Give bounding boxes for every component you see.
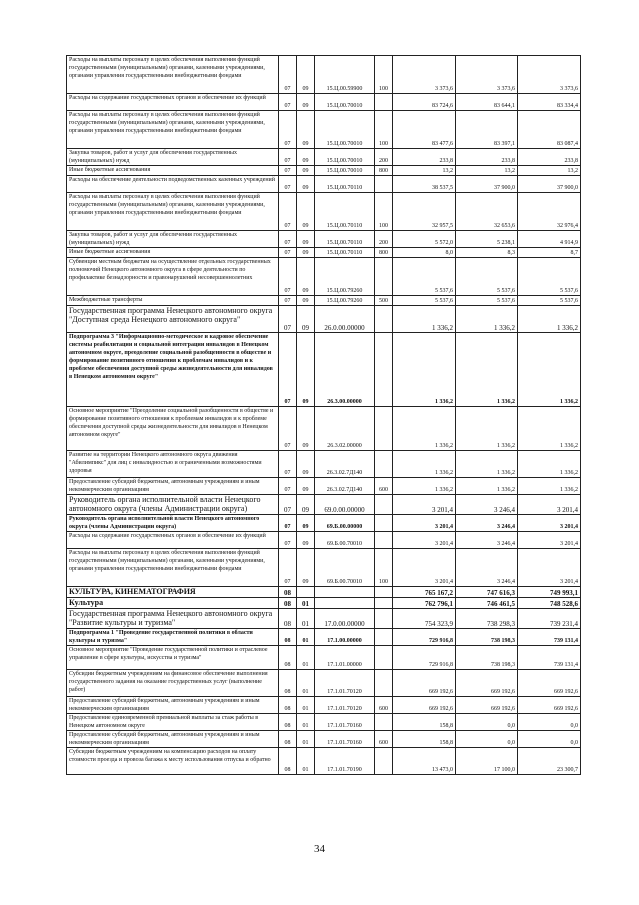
target-article-code: 17.1.01.70120 [315, 670, 375, 697]
amount-year-1: 5 572,0 [393, 231, 456, 248]
expense-type-code: 800 [375, 248, 393, 258]
amount-year-1: 38 537,5 [393, 176, 456, 193]
section-code: 07 [279, 248, 297, 258]
amount-year-2: 233,8 [456, 149, 518, 166]
expense-type-code [375, 515, 393, 532]
target-article-code: 15.Ц.00.70110 [315, 193, 375, 231]
amount-year-1: 1 336,2 [393, 306, 456, 333]
amount-year-1: 1 336,2 [393, 478, 456, 495]
target-article-code [315, 587, 375, 598]
table-row [67, 646, 581, 670]
section-code: 07 [279, 56, 297, 94]
amount-year-3: 0,0 [518, 731, 581, 748]
target-article-code: 15.Ц.00.70010 [315, 111, 375, 149]
section-code: 07 [279, 193, 297, 231]
target-article-code: 15.Ц.00.59900 [315, 56, 375, 94]
amount-year-3: 4 914,9 [518, 231, 581, 248]
amount-year-3: 23 300,7 [518, 748, 581, 775]
amount-year-1: 3 373,6 [393, 56, 456, 94]
row-name: Предоставление субсидий бюджетным, автономным учреждениям и иным некоммерческим организациям [67, 697, 279, 714]
amount-year-1: 5 537,6 [393, 258, 456, 296]
section-code: 07 [279, 532, 297, 549]
subsection-code: 09 [297, 56, 315, 94]
amount-year-1: 3 201,4 [393, 495, 456, 515]
row-name: Расходы на выплаты персоналу в целях обеспечения выполнения функций государственными (муниципальными) органами, казенными учреждениями, органами управления государственными внебюджетными фондами [67, 193, 279, 231]
row-name: Расходы на выплаты персоналу в целях обеспечения выполнения функций государственными (муниципальными) органами, казенными учреждениями, органами управления государственными внебюджетными фондами [67, 56, 279, 94]
amount-year-3: 32 976,4 [518, 193, 581, 231]
amount-year-1: 158,8 [393, 731, 456, 748]
subsection-code: 09 [297, 515, 315, 532]
target-article-code: 26.3.02.00000 [315, 407, 375, 451]
table-row [67, 166, 581, 176]
section-code: 07 [279, 549, 297, 587]
amount-year-1: 13,2 [393, 166, 456, 176]
amount-year-1: 762 796,1 [393, 598, 456, 609]
expense-type-code [375, 94, 393, 111]
subsection-code: 09 [297, 407, 315, 451]
subsection-code: 01 [297, 714, 315, 731]
expense-type-code [375, 306, 393, 333]
section-code: 07 [279, 258, 297, 296]
expense-type-code: 500 [375, 296, 393, 306]
amount-year-2: 13,2 [456, 166, 518, 176]
row-name: Государственная программа Ненецкого автономного округа "Развитие культуры и туризма" [67, 609, 279, 629]
expense-type-code [375, 609, 393, 629]
subsection-code: 09 [297, 193, 315, 231]
table-row [67, 495, 581, 515]
table-row [67, 111, 581, 149]
subsection-code [297, 587, 315, 598]
subsection-code: 09 [297, 549, 315, 587]
section-code: 07 [279, 333, 297, 407]
section-code: 08 [279, 748, 297, 775]
target-article-code: 69.Б.00.70010 [315, 532, 375, 549]
expense-type-code [375, 451, 393, 478]
amount-year-2: 5 238,1 [456, 231, 518, 248]
expense-type-code [375, 407, 393, 451]
amount-year-2: 3 373,6 [456, 56, 518, 94]
amount-year-3: 3 201,4 [518, 515, 581, 532]
table-row [67, 248, 581, 258]
amount-year-1: 729 916,8 [393, 646, 456, 670]
amount-year-1: 13 473,0 [393, 748, 456, 775]
section-code: 07 [279, 94, 297, 111]
amount-year-3: 669 192,6 [518, 670, 581, 697]
row-name: Субсидии бюджетным учреждениям на компенсацию расходов на оплату стоимости проезда и провоза багажа к месту использования отпуска и обратно [67, 748, 279, 775]
table-row [67, 532, 581, 549]
amount-year-2: 32 653,6 [456, 193, 518, 231]
subsection-code: 09 [297, 149, 315, 166]
expense-type-code [375, 670, 393, 697]
amount-year-3: 3 201,4 [518, 549, 581, 587]
row-name: Руководитель органа исполнительной власти Ненецкого автономного округа (члены Администрации округа) [67, 515, 279, 532]
row-name: Расходы на выплаты персоналу в целях обеспечения выполнения функций государственными (муниципальными) органами, казенными учреждениями, органами управления государственными внебюджетными фондами [67, 549, 279, 587]
section-code: 07 [279, 478, 297, 495]
row-name: Расходы на содержание государственных органов и обеспечение их функций [67, 94, 279, 111]
table-row [67, 296, 581, 306]
table-row [67, 333, 581, 407]
amount-year-1: 3 201,4 [393, 532, 456, 549]
target-article-code: 17.1.01.70160 [315, 731, 375, 748]
table-row [67, 697, 581, 714]
section-code: 08 [279, 646, 297, 670]
amount-year-1: 729 916,8 [393, 629, 456, 646]
row-name: Предоставление субсидий бюджетным, автономным учреждениям и иным некоммерческим организациям [67, 478, 279, 495]
section-code: 07 [279, 166, 297, 176]
amount-year-3: 83 087,4 [518, 111, 581, 149]
target-article-code: 15.Ц.00.70010 [315, 149, 375, 166]
expense-type-code: 200 [375, 231, 393, 248]
target-article-code: 17.0.00.00000 [315, 609, 375, 629]
budget-table [66, 55, 581, 775]
amount-year-2: 1 336,2 [456, 451, 518, 478]
subsection-code: 09 [297, 94, 315, 111]
target-article-code: 26.3.02.7Д140 [315, 451, 375, 478]
row-name: Закупка товаров, работ и услуг для обеспечения государственных (муниципальных) нужд [67, 231, 279, 248]
expense-type-code [375, 629, 393, 646]
section-code: 08 [279, 629, 297, 646]
amount-year-2: 0,0 [456, 731, 518, 748]
table-row [67, 407, 581, 451]
amount-year-3: 739 231,4 [518, 609, 581, 629]
row-name: Иные бюджетные ассигнования [67, 248, 279, 258]
row-name: Основное мероприятие "Преодоление социальной разобщенности в обществе и формирование позитивного отношения к проблемам инвалидов и к проблеме обеспечения доступной среды жизнедеятельности для инвалидов в Ненецком автономном округе" [67, 407, 279, 451]
amount-year-2: 17 100,0 [456, 748, 518, 775]
table-row [67, 748, 581, 775]
amount-year-1: 3 201,4 [393, 515, 456, 532]
amount-year-3: 1 336,2 [518, 478, 581, 495]
target-article-code: 26.0.00.00000 [315, 306, 375, 333]
expense-type-code [375, 587, 393, 598]
subsection-code: 09 [297, 306, 315, 333]
amount-year-3: 37 900,0 [518, 176, 581, 193]
expense-type-code: 100 [375, 193, 393, 231]
target-article-code: 15.Ц.00.79260 [315, 258, 375, 296]
target-article-code: 69.0.00.00000 [315, 495, 375, 515]
amount-year-2: 3 246,4 [456, 532, 518, 549]
amount-year-1: 1 336,2 [393, 407, 456, 451]
expense-type-code [375, 495, 393, 515]
expense-type-code [375, 176, 393, 193]
amount-year-1: 765 167,2 [393, 587, 456, 598]
subsection-code: 01 [297, 646, 315, 670]
amount-year-2: 0,0 [456, 714, 518, 731]
section-code: 08 [279, 598, 297, 609]
section-code: 07 [279, 231, 297, 248]
section-code: 07 [279, 111, 297, 149]
subsection-code: 09 [297, 111, 315, 149]
target-article-code: 15.Ц.00.70110 [315, 176, 375, 193]
expense-type-code [375, 532, 393, 549]
subsection-code: 09 [297, 451, 315, 478]
row-name: Субсидии бюджетным учреждениям на финансовое обеспечение выполнения государственного задания на оказание государственных услуг (выполнение работ) [67, 670, 279, 697]
target-article-code: 69.Б.00.00000 [315, 515, 375, 532]
amount-year-1: 83 724,6 [393, 94, 456, 111]
amount-year-2: 738 298,3 [456, 609, 518, 629]
subsection-code: 01 [297, 670, 315, 697]
expense-type-code: 100 [375, 111, 393, 149]
target-article-code: 17.1.01.70120 [315, 697, 375, 714]
amount-year-2: 37 900,0 [456, 176, 518, 193]
target-article-code: 69.Б.00.70010 [315, 549, 375, 587]
amount-year-2: 669 192,6 [456, 697, 518, 714]
table-row [67, 549, 581, 587]
table-row [67, 231, 581, 248]
amount-year-2: 746 461,5 [456, 598, 518, 609]
expense-type-code: 600 [375, 697, 393, 714]
section-code: 07 [279, 451, 297, 478]
subsection-code: 09 [297, 166, 315, 176]
subsection-code: 01 [297, 629, 315, 646]
expense-type-code: 100 [375, 549, 393, 587]
subsection-code: 09 [297, 176, 315, 193]
subsection-code: 09 [297, 258, 315, 296]
expense-type-code: 100 [375, 56, 393, 94]
subsection-code: 09 [297, 532, 315, 549]
section-code: 08 [279, 714, 297, 731]
target-article-code: 17.1.01.00000 [315, 646, 375, 670]
subsection-code: 01 [297, 748, 315, 775]
amount-year-1: 1 336,2 [393, 333, 456, 407]
subsection-code: 01 [297, 609, 315, 629]
table-row [67, 149, 581, 166]
amount-year-2: 738 198,3 [456, 646, 518, 670]
amount-year-2: 1 336,2 [456, 333, 518, 407]
expense-type-code [375, 748, 393, 775]
expense-type-code [375, 598, 393, 609]
row-name: Межбюджетные трансферты [67, 296, 279, 306]
subsection-code: 09 [297, 333, 315, 407]
amount-year-3: 1 336,2 [518, 333, 581, 407]
target-article-code: 17.1.01.70190 [315, 748, 375, 775]
subsection-code: 01 [297, 598, 315, 609]
expense-type-code [375, 258, 393, 296]
row-name: Государственная программа Ненецкого автономного округа "Доступная среда Ненецкого автономного округа" [67, 306, 279, 333]
amount-year-2: 1 336,2 [456, 407, 518, 451]
expense-type-code [375, 333, 393, 407]
table-row [67, 451, 581, 478]
table-row [67, 478, 581, 495]
table-body [67, 56, 581, 775]
expense-type-code: 200 [375, 149, 393, 166]
section-code: 08 [279, 731, 297, 748]
amount-year-2: 5 537,6 [456, 296, 518, 306]
amount-year-2: 1 336,2 [456, 306, 518, 333]
amount-year-1: 669 192,6 [393, 670, 456, 697]
section-code: 07 [279, 296, 297, 306]
amount-year-3: 5 537,6 [518, 258, 581, 296]
target-article-code: 15.Ц.00.70010 [315, 94, 375, 111]
amount-year-3: 739 131,4 [518, 629, 581, 646]
table-row [67, 94, 581, 111]
row-name: Подпрограмма 1 "Проведение государственной политики в области культуры и туризма" [67, 629, 279, 646]
amount-year-2: 3 246,4 [456, 495, 518, 515]
row-name: Предоставление субсидий бюджетным, автономным учреждениям и иным некоммерческим организациям [67, 731, 279, 748]
amount-year-1: 1 336,2 [393, 451, 456, 478]
amount-year-2: 83 397,1 [456, 111, 518, 149]
target-article-code: 26.3.02.7Д140 [315, 478, 375, 495]
amount-year-3: 1 336,2 [518, 306, 581, 333]
amount-year-1: 3 201,4 [393, 549, 456, 587]
row-name: Культура [67, 598, 279, 609]
amount-year-2: 8,3 [456, 248, 518, 258]
table-row [67, 587, 581, 598]
table-row [67, 598, 581, 609]
expense-type-code: 600 [375, 478, 393, 495]
amount-year-3: 669 192,6 [518, 697, 581, 714]
row-name: Расходы на обеспечение деятельности подведомственных казенных учреждений [67, 176, 279, 193]
amount-year-1: 158,8 [393, 714, 456, 731]
amount-year-2: 3 246,4 [456, 515, 518, 532]
table-row [67, 306, 581, 333]
amount-year-2: 5 537,6 [456, 258, 518, 296]
section-code: 08 [279, 587, 297, 598]
target-article-code: 26.3.00.00000 [315, 333, 375, 407]
row-name: Закупка товаров, работ и услуг для обеспечения государственных (муниципальных) нужд [67, 149, 279, 166]
row-name: Предоставление единовременной премиальной выплаты за стаж работы в Ненецком автономном округе [67, 714, 279, 731]
subsection-code: 09 [297, 231, 315, 248]
row-name: Основное мероприятие "Проведение государственной политики и отраслевое управление в сфере культуры, искусства и туризма" [67, 646, 279, 670]
amount-year-1: 83 477,6 [393, 111, 456, 149]
amount-year-1: 754 323,9 [393, 609, 456, 629]
row-name: Иные бюджетные ассигнования [67, 166, 279, 176]
section-code: 07 [279, 149, 297, 166]
amount-year-1: 233,8 [393, 149, 456, 166]
table-row [67, 670, 581, 697]
section-code: 07 [279, 407, 297, 451]
section-code: 08 [279, 609, 297, 629]
amount-year-3: 233,8 [518, 149, 581, 166]
subsection-code: 09 [297, 495, 315, 515]
row-name: Расходы на выплаты персоналу в целях обеспечения выполнения функций государственными (муниципальными) органами, казенными учреждениями, органами управления государственными внебюджетными фондами [67, 111, 279, 149]
amount-year-2: 3 246,4 [456, 549, 518, 587]
amount-year-1: 669 192,6 [393, 697, 456, 714]
expense-type-code [375, 646, 393, 670]
table-row [67, 515, 581, 532]
amount-year-3: 3 201,4 [518, 495, 581, 515]
page-number: 34 [314, 843, 325, 855]
table-row [67, 56, 581, 94]
table-row [67, 714, 581, 731]
amount-year-3: 3 373,6 [518, 56, 581, 94]
target-article-code: 17.1.00.00000 [315, 629, 375, 646]
amount-year-1: 32 957,5 [393, 193, 456, 231]
section-code: 07 [279, 495, 297, 515]
amount-year-3: 0,0 [518, 714, 581, 731]
expense-type-code [375, 714, 393, 731]
amount-year-3: 5 537,6 [518, 296, 581, 306]
expense-type-code: 600 [375, 731, 393, 748]
amount-year-3: 83 334,4 [518, 94, 581, 111]
amount-year-3: 13,2 [518, 166, 581, 176]
target-article-code: 17.1.01.70160 [315, 714, 375, 731]
amount-year-3: 1 336,2 [518, 407, 581, 451]
subsection-code: 09 [297, 296, 315, 306]
subsection-code: 01 [297, 697, 315, 714]
subsection-code: 09 [297, 248, 315, 258]
amount-year-2: 738 198,3 [456, 629, 518, 646]
row-name: Субвенции местным бюджетам на осуществление отдельных государственных полномочий Ненецкого автономного округа в сфере деятельности по профилактике безнадзорности и правонарушений несовершеннолетних [67, 258, 279, 296]
amount-year-3: 739 131,4 [518, 646, 581, 670]
section-code: 07 [279, 306, 297, 333]
table-row [67, 258, 581, 296]
target-article-code: 15.Ц.00.70110 [315, 248, 375, 258]
subsection-code: 09 [297, 478, 315, 495]
table-row [67, 629, 581, 646]
amount-year-2: 1 336,2 [456, 478, 518, 495]
section-code: 08 [279, 697, 297, 714]
row-name: Руководитель органа исполнительной власти Ненецкого автономного округа (члены Администрации округа) [67, 495, 279, 515]
amount-year-2: 747 616,3 [456, 587, 518, 598]
amount-year-1: 5 537,6 [393, 296, 456, 306]
row-name: Расходы на содержание государственных органов и обеспечение их функций [67, 532, 279, 549]
amount-year-2: 83 644,1 [456, 94, 518, 111]
table-row [67, 193, 581, 231]
amount-year-3: 8,7 [518, 248, 581, 258]
row-name: Подпрограмма 3 "Информационно-методическое и кадровое обеспечение системы реабилитации и социальной интеграции инвалидов в Ненецком автономном округе, преодоление социальной разобщенности в обществе и формирование позитивного отношения к проблемам инвалидов и к проблеме обеспечения доступной среды жизнедеятельности для инвалидов в Ненецком автономном округе" [67, 333, 279, 407]
amount-year-3: 1 336,2 [518, 451, 581, 478]
table-row [67, 609, 581, 629]
target-article-code [315, 598, 375, 609]
target-article-code: 15.Ц.00.70110 [315, 231, 375, 248]
section-code: 08 [279, 670, 297, 697]
target-article-code: 15.Ц.00.79260 [315, 296, 375, 306]
row-name: Развитие на территории Ненецкого автономного округа движения "Абилимпикс" для лиц с инвалидностью и ограниченными возможностями здоровья [67, 451, 279, 478]
target-article-code: 15.Ц.00.70010 [315, 166, 375, 176]
subsection-code: 01 [297, 731, 315, 748]
expense-type-code: 800 [375, 166, 393, 176]
amount-year-1: 8,0 [393, 248, 456, 258]
table-row [67, 731, 581, 748]
section-code: 07 [279, 176, 297, 193]
amount-year-3: 3 201,4 [518, 532, 581, 549]
amount-year-3: 749 993,1 [518, 587, 581, 598]
table-row [67, 176, 581, 193]
amount-year-3: 748 528,6 [518, 598, 581, 609]
section-code: 07 [279, 515, 297, 532]
row-name: КУЛЬТУРА, КИНЕМАТОГРАФИЯ [67, 587, 279, 598]
amount-year-2: 669 192,6 [456, 670, 518, 697]
